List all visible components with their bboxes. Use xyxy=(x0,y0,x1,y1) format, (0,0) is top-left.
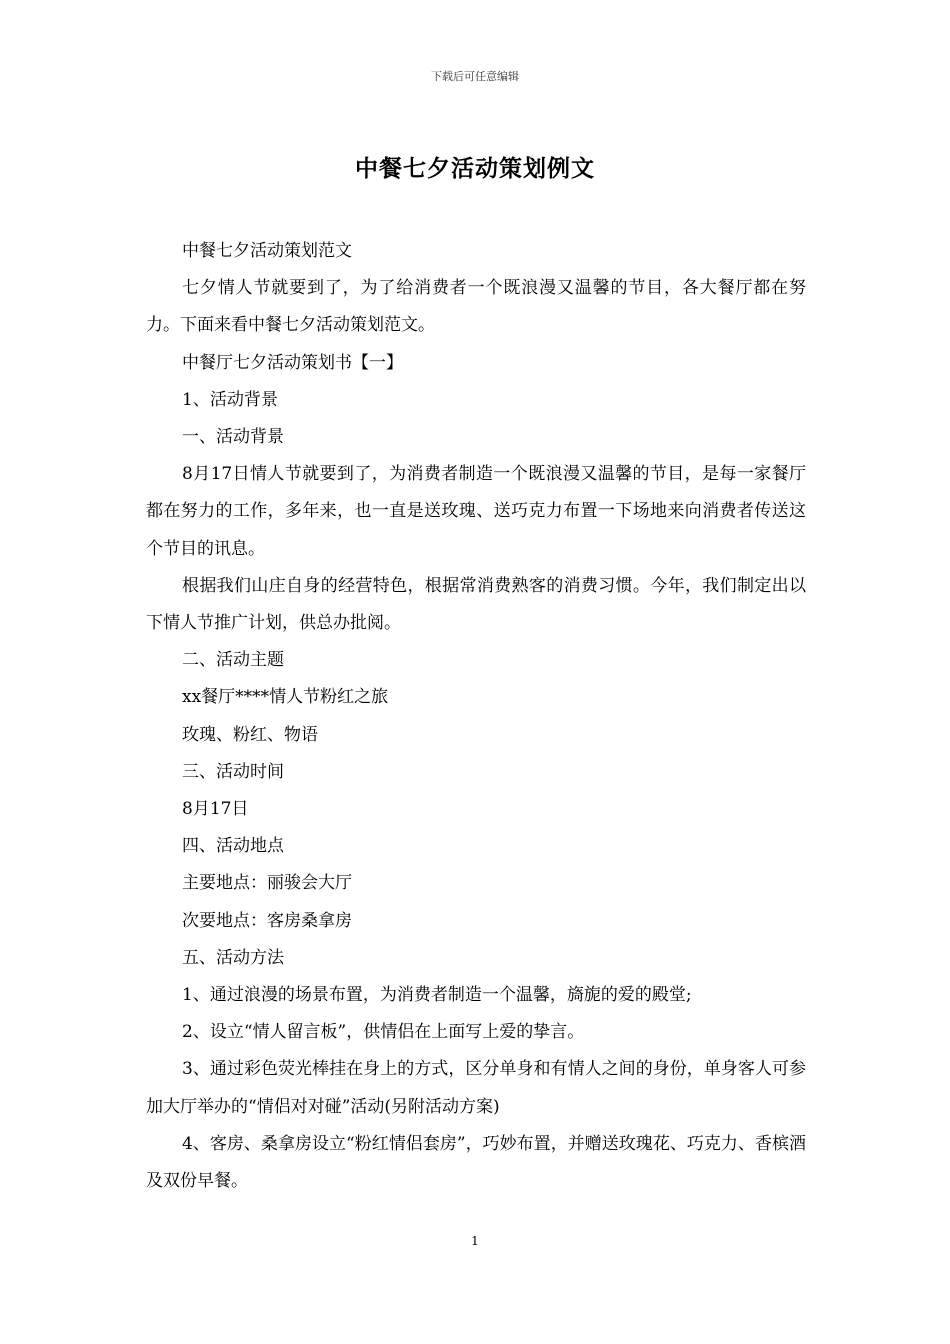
page-header-note: 下载后可任意编辑 xyxy=(431,70,519,83)
section-heading: 五、活动方法 xyxy=(182,947,284,968)
section-heading: 四、活动地点 xyxy=(182,836,284,857)
paragraph: 主要地点：丽骏会大厅 xyxy=(182,873,352,894)
list-item: 3、通过彩色荧光棒挂在身上的方式，区分单身和有情人之间的身份，单身客人可参加大厅举办的“情侣对对碰”活动(另附活动方案) xyxy=(146,1059,806,1117)
paragraph: 七夕情人节就要到了，为了给消费者一个既浪漫又温馨的节目，各大餐厅都在努力。下面来看中餐七夕活动策划范文。 xyxy=(146,278,806,336)
section-heading: 中餐厅七夕活动策划书【一】 xyxy=(182,352,403,373)
list-item: 4、客房、桑拿房设立“粉红情侣套房”，巧妙布置，并赠送玫瑰花、巧克力、香槟酒及双份早餐。 xyxy=(146,1133,806,1192)
section-heading: 三、活动时间 xyxy=(182,761,284,782)
page-number: 1 xyxy=(471,1234,479,1248)
paragraph: 根据我们山庄自身的经营特色，根据常消费熟客的消费习惯。今年，我们制定出以下情人节推广计划，供总办批阅。 xyxy=(146,575,806,634)
section-heading: 一、活动背景 xyxy=(182,427,284,448)
document-title: 中餐七夕活动策划例文 xyxy=(355,155,595,182)
section-heading: 二、活动主题 xyxy=(182,650,284,671)
paragraph: 中餐七夕活动策划范文 xyxy=(182,241,352,261)
paragraph: 8月17日 xyxy=(182,799,249,820)
paragraph: xx餐厅****情人节粉红之旅 xyxy=(182,687,389,708)
section-heading: 1、活动背景 xyxy=(182,389,278,410)
list-item: 1、通过浪漫的场景布置，为消费者制造一个温馨，旖旎的爱的殿堂; xyxy=(182,985,692,1006)
paragraph: 次要地点：客房桑拿房 xyxy=(182,910,352,931)
paragraph: 玫瑰、粉红、物语 xyxy=(182,724,318,745)
document-body xyxy=(146,233,806,1200)
list-item: 2、设立“情人留言板”，供情侣在上面写上爱的挚言。 xyxy=(182,1022,585,1043)
paragraph: 8月17日情人节就要到了，为消费者制造一个既浪漫又温馨的节目，是每一家餐厅都在努力的工作，多年来，也一直是送玫瑰、送巧克力布置一下场地来向消费者传送这个节目的讯息。 xyxy=(146,464,806,559)
